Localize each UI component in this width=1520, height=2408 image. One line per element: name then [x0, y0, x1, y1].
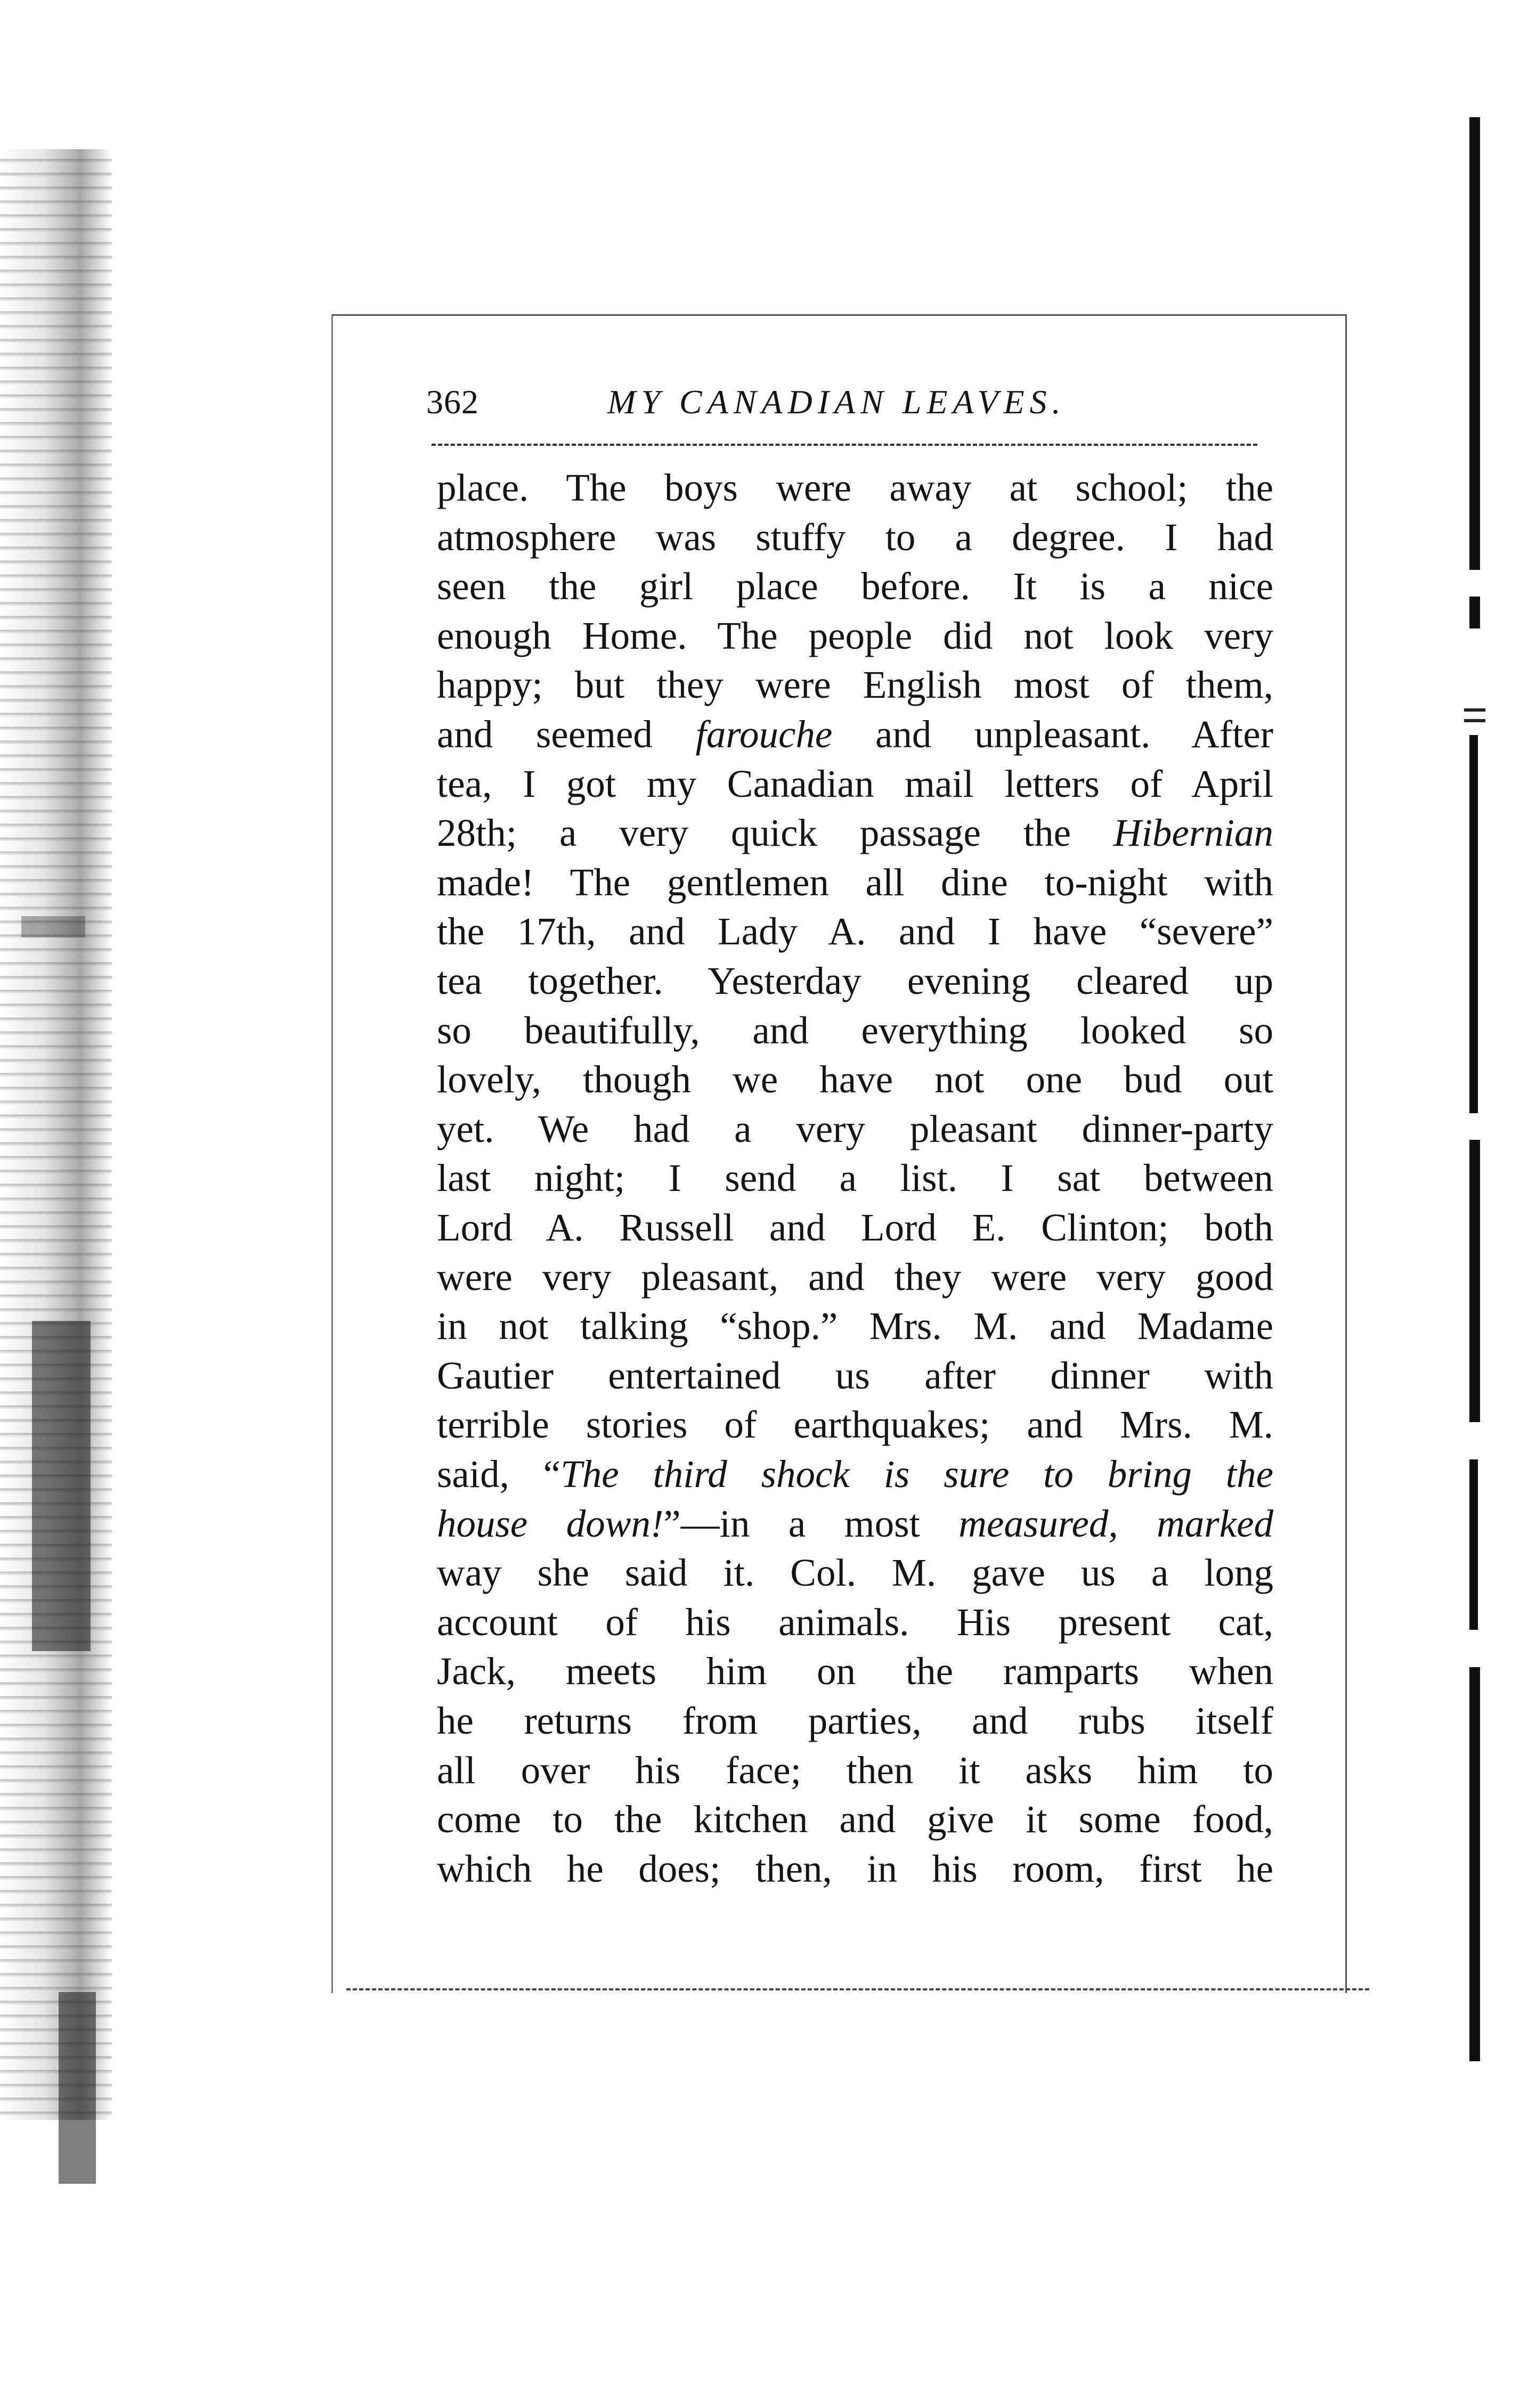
text-line — [437, 1598, 1273, 1647]
text-line — [437, 1154, 1273, 1203]
text-line — [437, 1548, 1273, 1597]
text-line — [437, 858, 1273, 907]
text-line — [437, 1006, 1273, 1055]
text-line — [437, 1795, 1273, 1844]
text-segment: tea, I got my Canadian mail letters of April — [437, 762, 1273, 805]
text-line — [437, 1844, 1273, 1893]
text-line — [437, 1351, 1273, 1400]
text-line — [437, 907, 1273, 956]
body-text — [437, 463, 1273, 1901]
binding-shadow — [32, 1321, 91, 1651]
page-edge-mark — [1469, 735, 1478, 1113]
text-segment: Jack, meets him on the ramparts when — [437, 1650, 1273, 1693]
text-line — [437, 710, 1273, 759]
binding-shadow — [21, 916, 85, 937]
text-segment: so beautifully, and everything looked so — [437, 1008, 1273, 1052]
text-segment: come to the kitchen and give it some food, — [437, 1798, 1273, 1841]
text-line — [437, 1499, 1273, 1548]
text-line — [437, 1400, 1273, 1449]
text-segment: yet. We had a very pleasant dinner-party — [437, 1107, 1273, 1150]
text-segment: said, “ — [437, 1452, 561, 1496]
italic-text: measured, marked — [958, 1501, 1274, 1545]
text-segment: all over his face; then it asks him to — [437, 1748, 1273, 1792]
text-segment: way she said it. Col. M. gave us a long — [437, 1551, 1273, 1595]
text-segment: account of his animals. His present cat, — [437, 1600, 1273, 1644]
text-line — [437, 513, 1273, 562]
page-header — [426, 373, 1273, 431]
text-segment: place. The boys were away at school; the — [437, 466, 1273, 509]
text-segment: atmosphere was stuffy to a degree. I had — [437, 515, 1273, 559]
text-segment: were very pleasant, and they were very good — [437, 1255, 1273, 1299]
text-line — [437, 1203, 1273, 1252]
text-line — [437, 463, 1273, 512]
page-number: 362 — [426, 383, 479, 421]
text-line — [437, 1302, 1273, 1351]
text-segment: he returns from parties, and rubs itself — [437, 1699, 1273, 1742]
text-segment: happy; but they were English most of them, — [437, 663, 1273, 707]
page-frame-bottom-rule — [346, 1988, 1369, 1990]
text-segment: 28th; a very quick passage the — [437, 811, 1113, 855]
italic-text: house down! — [437, 1501, 664, 1545]
text-segment: and seemed — [437, 713, 696, 756]
italic-text: farouche — [695, 713, 833, 756]
text-segment: Lord A. Russell and Lord E. Clinton; both — [437, 1206, 1273, 1249]
text-line — [437, 1253, 1273, 1302]
running-head: MY CANADIAN LEAVES. — [607, 383, 1066, 421]
text-segment: terrible stories of earthquakes; and Mrs. M. — [437, 1403, 1273, 1447]
text-line — [437, 562, 1273, 611]
text-segment: and unpleasant. After — [832, 713, 1273, 756]
text-segment: tea together. Yesterday evening cleared up — [437, 959, 1273, 1002]
text-line — [437, 957, 1273, 1006]
italic-text: Hibernian — [1113, 811, 1273, 855]
binding-shadow — [59, 1992, 96, 2184]
page-edge-mark — [1469, 1140, 1480, 1422]
text-segment: enough Home. The people did not look very — [437, 614, 1273, 657]
text-segment: which he does; then, in his room, first he — [437, 1847, 1273, 1890]
text-segment: made! The gentlemen all dine to-night with — [437, 860, 1273, 904]
page-edge-mark — [1469, 1667, 1480, 2061]
text-line — [437, 1746, 1273, 1795]
text-segment: ”—in a most — [663, 1501, 959, 1545]
text-segment: Gautier entertained us after dinner with — [437, 1353, 1273, 1397]
text-segment: in not talking “shop.” Mrs. M. and Madame — [437, 1304, 1273, 1348]
text-line — [437, 760, 1273, 809]
text-line — [437, 1055, 1273, 1104]
text-line — [437, 1450, 1273, 1499]
page-edge-tick — [1464, 708, 1485, 712]
text-segment: lovely, though we have not one bud out — [437, 1058, 1273, 1101]
text-line — [437, 1647, 1273, 1696]
text-line — [437, 1696, 1273, 1745]
text-segment: the 17th, and Lady A. and I have “severe” — [437, 910, 1273, 953]
header-rule — [432, 444, 1257, 446]
page-edge-tick — [1464, 719, 1485, 722]
page-edge-mark — [1469, 597, 1480, 628]
book-binding-edge — [0, 149, 112, 2120]
text-line — [437, 660, 1273, 709]
page-edge-mark — [1469, 1459, 1478, 1630]
text-line — [437, 1105, 1273, 1154]
italic-text: The third shock is sure to bring the — [560, 1452, 1273, 1496]
text-line — [437, 809, 1273, 858]
text-line — [437, 611, 1273, 660]
text-segment: last night; I send a list. I sat between — [437, 1156, 1273, 1200]
text-segment: seen the girl place before. It is a nice — [437, 565, 1273, 608]
page-edge-mark — [1469, 117, 1480, 570]
